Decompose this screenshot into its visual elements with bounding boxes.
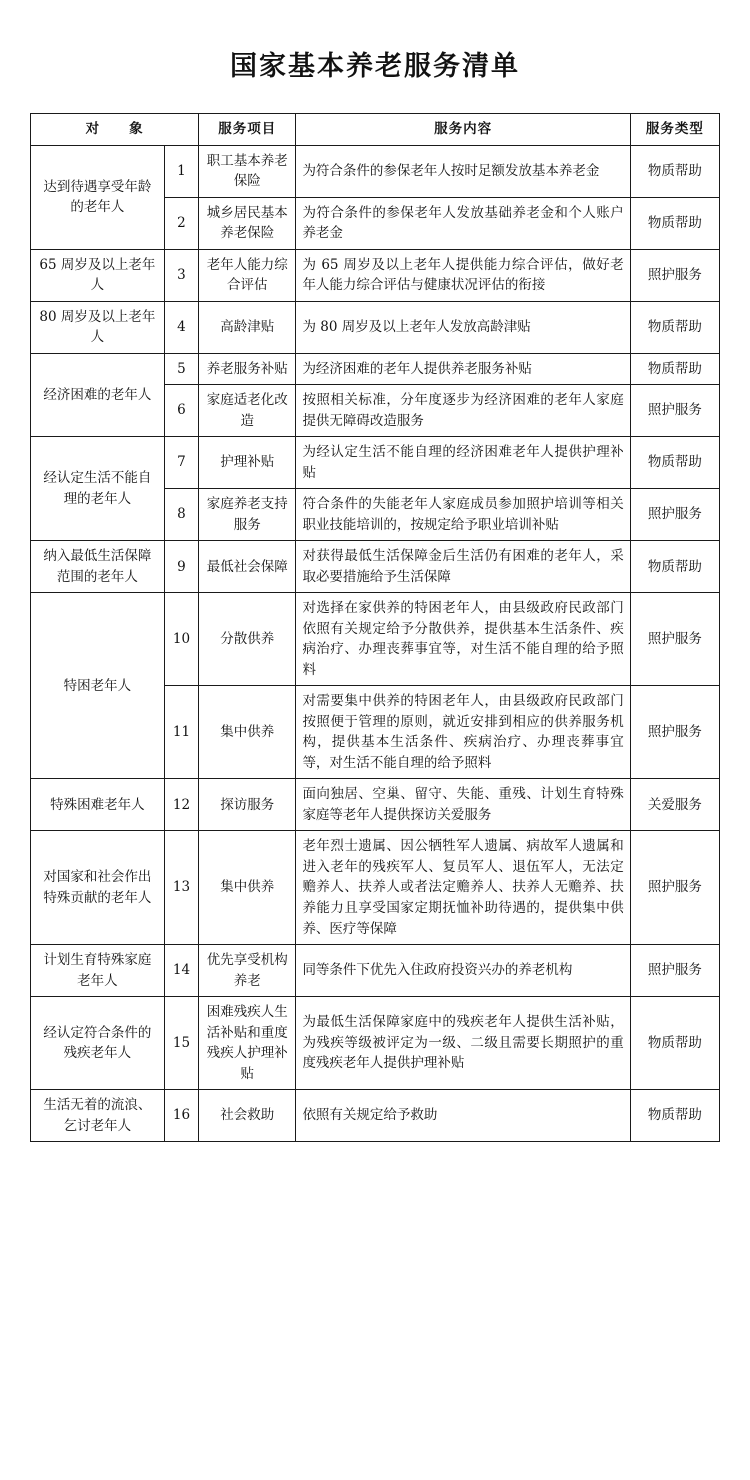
cell-service-content: 为 65 周岁及以上老年人提供能力综合评估，做好老年人能力综合评估与健康状况评估的衔接 (296, 249, 630, 301)
cell-service-item: 高龄津贴 (199, 301, 296, 353)
cell-service-content: 按照相关标准，分年度逐步为经济困难的老年人家庭提供无障碍改造服务 (296, 385, 630, 437)
cell-service-type: 照护服务 (630, 686, 719, 779)
table-row (31, 301, 720, 353)
cell-service-content: 对获得最低生活保障金后生活仍有困难的老年人，采取必要措施给予生活保障 (296, 541, 630, 593)
cell-service-type: 照护服务 (630, 593, 719, 686)
cell-number: 3 (164, 249, 198, 301)
cell-service-type: 照护服务 (630, 385, 719, 437)
table-row (31, 831, 720, 945)
cell-object: 特困老年人 (31, 593, 165, 779)
cell-service-type: 照护服务 (630, 945, 719, 997)
cell-number: 11 (164, 686, 198, 779)
cell-service-content: 为最低生活保障家庭中的残疾老年人提供生活补贴，为残疾等级被评定为一级、二级且需要长期照护的重度残疾老年人提供护理补贴 (296, 997, 630, 1090)
cell-service-content: 同等条件下优先入住政府投资兴办的养老机构 (296, 945, 630, 997)
cell-object: 对国家和社会作出特殊贡献的老年人 (31, 831, 165, 945)
cell-number: 1 (164, 145, 198, 197)
cell-service-item: 集中供养 (199, 686, 296, 779)
cell-service-type: 物质帮助 (630, 145, 719, 197)
cell-number: 13 (164, 831, 198, 945)
cell-number: 10 (164, 593, 198, 686)
cell-object: 80 周岁及以上老年人 (31, 301, 165, 353)
cell-number: 9 (164, 541, 198, 593)
cell-number: 16 (164, 1090, 198, 1142)
cell-service-type: 关爱服务 (630, 779, 719, 831)
table-row (31, 249, 720, 301)
table-row (31, 593, 720, 686)
table-row (31, 779, 720, 831)
cell-service-content: 为符合条件的参保老年人按时足额发放基本养老金 (296, 145, 630, 197)
cell-service-item: 城乡居民基本养老保险 (199, 197, 296, 249)
column-header-content: 服务内容 (296, 114, 630, 146)
cell-service-item: 困难残疾人生活补贴和重度残疾人护理补贴 (199, 997, 296, 1090)
cell-object: 计划生育特殊家庭老年人 (31, 945, 165, 997)
column-header-type: 服务类型 (630, 114, 719, 146)
cell-number: 6 (164, 385, 198, 437)
cell-service-item: 老年人能力综合评估 (199, 249, 296, 301)
table-row (31, 1090, 720, 1142)
service-list-table (30, 113, 720, 1142)
cell-object: 经认定生活不能自理的老年人 (31, 437, 165, 541)
cell-object: 经济困难的老年人 (31, 353, 165, 437)
cell-service-item: 职工基本养老保险 (199, 145, 296, 197)
cell-service-item: 集中供养 (199, 831, 296, 945)
cell-service-type: 照护服务 (630, 489, 719, 541)
cell-service-content: 对需要集中供养的特困老年人，由县级政府民政部门按照便于管理的原则，就近安排到相应的供养服务机构，提供基本生活条件、疾病治疗、办理丧葬事宜等，对生活不能自理的给予照料 (296, 686, 630, 779)
table-row (31, 353, 720, 385)
cell-service-content: 为经济困难的老年人提供养老服务补贴 (296, 353, 630, 385)
cell-number: 14 (164, 945, 198, 997)
cell-object: 65 周岁及以上老年人 (31, 249, 165, 301)
cell-number: 15 (164, 997, 198, 1090)
table-row (31, 945, 720, 997)
cell-object: 达到待遇享受年龄的老年人 (31, 145, 165, 249)
cell-number: 4 (164, 301, 198, 353)
cell-number: 12 (164, 779, 198, 831)
column-header-item: 服务项目 (199, 114, 296, 146)
cell-service-type: 物质帮助 (630, 1090, 719, 1142)
cell-service-type: 物质帮助 (630, 997, 719, 1090)
column-header-object: 对 象 (31, 114, 199, 146)
cell-service-item: 优先享受机构养老 (199, 945, 296, 997)
cell-service-item: 家庭养老支持服务 (199, 489, 296, 541)
cell-service-item: 家庭适老化改造 (199, 385, 296, 437)
cell-service-type: 照护服务 (630, 249, 719, 301)
cell-service-type: 照护服务 (630, 831, 719, 945)
cell-service-type: 物质帮助 (630, 437, 719, 489)
table-container (0, 113, 750, 1172)
cell-service-type: 物质帮助 (630, 197, 719, 249)
cell-service-item: 社会救助 (199, 1090, 296, 1142)
cell-service-item: 分散供养 (199, 593, 296, 686)
cell-object: 经认定符合条件的残疾老年人 (31, 997, 165, 1090)
cell-service-content: 对选择在家供养的特困老年人，由县级政府民政部门依照有关规定给予分散供养，提供基本生活条件、疾病治疗、办理丧葬事宜等，对生活不能自理的给予照料 (296, 593, 630, 686)
cell-service-content: 依照有关规定给予救助 (296, 1090, 630, 1142)
cell-object: 生活无着的流浪、乞讨老年人 (31, 1090, 165, 1142)
cell-service-type: 物质帮助 (630, 353, 719, 385)
cell-service-content: 为 80 周岁及以上老年人发放高龄津贴 (296, 301, 630, 353)
table-row (31, 541, 720, 593)
cell-number: 5 (164, 353, 198, 385)
cell-service-type: 物质帮助 (630, 301, 719, 353)
cell-number: 7 (164, 437, 198, 489)
cell-service-item: 探访服务 (199, 779, 296, 831)
cell-service-content: 老年烈士遗属、因公牺牲军人遗属、病故军人遗属和进入老年的残疾军人、复员军人、退伍军人，无法定赡养人、扶养人或者法定赡养人、扶养人无赡养、扶养能力且享受国家定期抚恤补助待遇的，提供集中供养、医疗等保障 (296, 831, 630, 945)
cell-service-content: 为符合条件的参保老年人发放基础养老金和个人账户养老金 (296, 197, 630, 249)
table-row (31, 145, 720, 197)
table-header (31, 114, 720, 146)
cell-service-type: 物质帮助 (630, 541, 719, 593)
table-body (31, 145, 720, 1142)
cell-number: 8 (164, 489, 198, 541)
cell-number: 2 (164, 197, 198, 249)
cell-service-content: 为经认定生活不能自理的经济困难老年人提供护理补贴 (296, 437, 630, 489)
cell-service-content: 面向独居、空巢、留守、失能、重残、计划生育特殊家庭等老年人提供探访关爱服务 (296, 779, 630, 831)
document-page (0, 44, 750, 1480)
cell-service-content: 符合条件的失能老年人家庭成员参加照护培训等相关职业技能培训的，按规定给予职业培训补贴 (296, 489, 630, 541)
table-header-row (31, 114, 720, 146)
cell-service-item: 护理补贴 (199, 437, 296, 489)
cell-object: 特殊困难老年人 (31, 779, 165, 831)
cell-service-item: 养老服务补贴 (199, 353, 296, 385)
table-row (31, 997, 720, 1090)
page-title: 国家基本养老服务清单 (230, 51, 520, 82)
cell-service-item: 最低社会保障 (199, 541, 296, 593)
cell-object: 纳入最低生活保障范围的老年人 (31, 541, 165, 593)
table-row (31, 437, 720, 489)
